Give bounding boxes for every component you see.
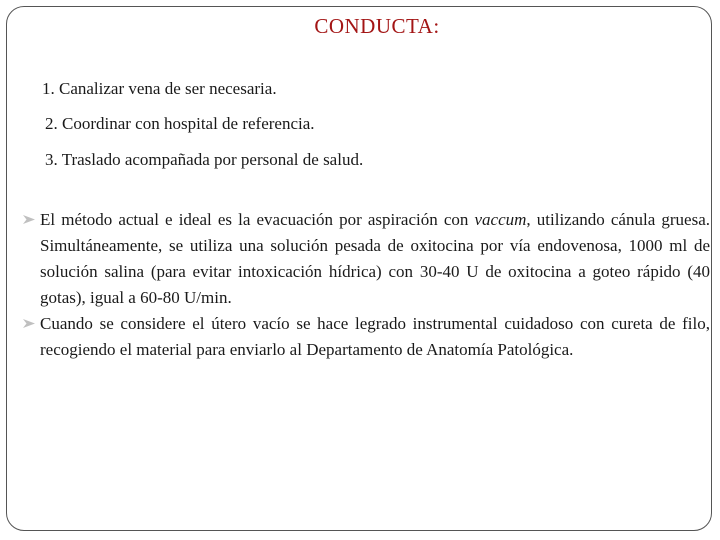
bullet-text: El método actual e ideal es la evacuación por aspiración con — [40, 210, 475, 229]
bullet-item-curettage — [22, 311, 710, 363]
bullet-list — [22, 207, 710, 363]
bullet-text-italic: vaccum — [474, 210, 527, 229]
slide-title: CONDUCTA: — [314, 14, 440, 38]
step-item-1: 1. Canalizar vena de ser necesaria. — [42, 79, 277, 98]
step-item-3: 3. Traslado acompañada por personal de salud. — [45, 150, 364, 169]
arrow-bullet-icon — [23, 215, 35, 224]
bullet-item-evacuation — [22, 207, 710, 311]
step-item-2: 2. Coordinar con hospital de referencia. — [45, 114, 315, 133]
bullet-text: , utilizando cánula gruesa. Simultáneamente, se utiliza una solución pesada de oxitocina por vía endovenosa, 1000 ml de solución salina (para evitar intoxicación hídrica) con 30-40 U de oxitocina a goteo rápido (40 gotas), igual a 60-80 U/min. — [40, 210, 710, 307]
arrow-bullet-icon — [23, 319, 35, 328]
bullet-text: Cuando se considere el útero vacío se hace legrado instrumental cuidadoso con cureta de filo, recogiendo el material para enviarlo al Departamento de Anatomía Patológica. — [40, 314, 710, 359]
